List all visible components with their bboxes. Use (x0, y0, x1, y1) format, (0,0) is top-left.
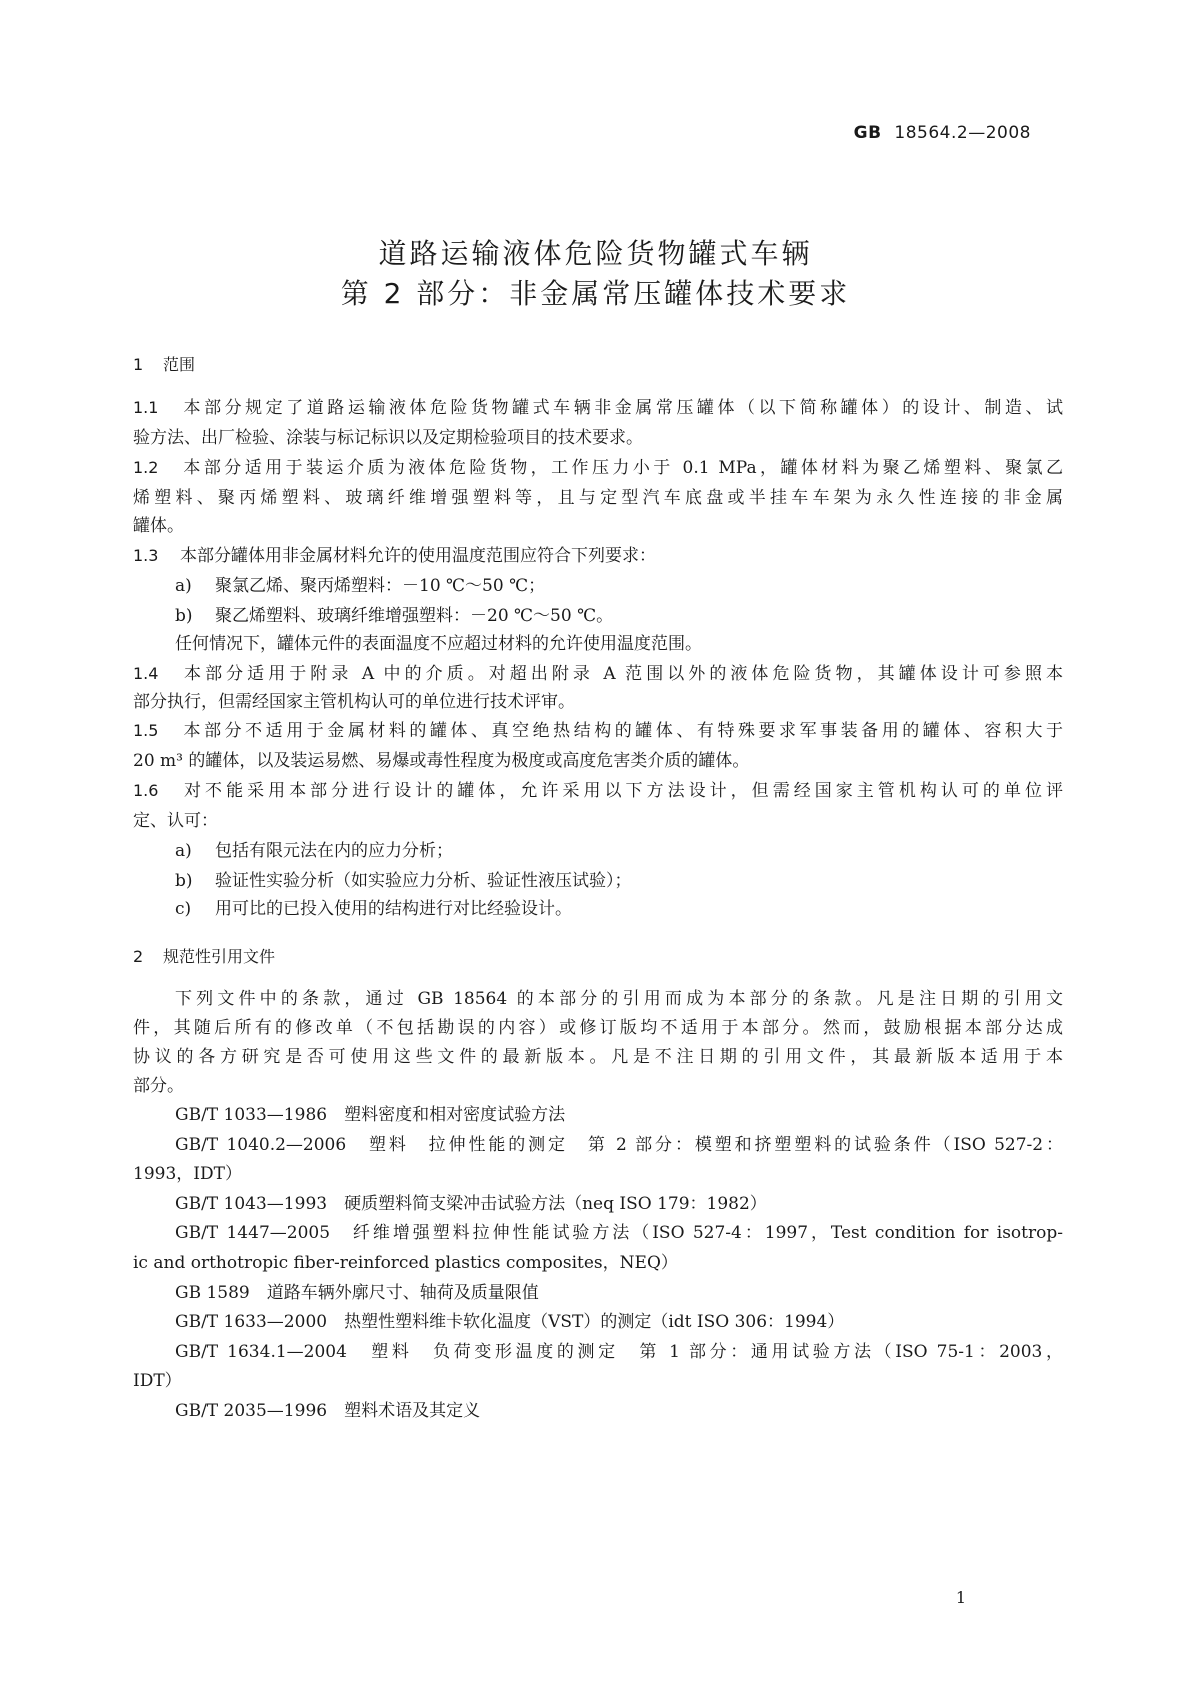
standard-prefix: GB (853, 123, 882, 143)
list-text: 用可比的已投入使用的结构进行对比经验设计。 (215, 899, 572, 919)
clause-number: 1.2 (133, 458, 159, 477)
section-number: 2 (133, 947, 144, 966)
clause-1-1-line2: 验方法、出厂检验、涂装与标记标识以及定期检验项目的技术要求。 (133, 428, 643, 448)
reference-3: GB/T 1043—1993 硬质塑料简支梁冲击试验方法（neq ISO 179：1982） (175, 1194, 767, 1214)
section-2-heading (133, 944, 275, 967)
list-text: 验证性实验分析（如实验应力分析、验证性液压试验）； (215, 871, 632, 891)
section-2-intro-line1: 下列文件中的条款，通过 GB 18564 的本部分的引用而成为本部分的条款。凡是注日期的引用文 (175, 989, 1063, 1009)
clause-1-6-item-a (175, 840, 1105, 862)
clause-text: 本部分适用于装运介质为液体危险货物，工作压力小于 0.1 MPa，罐体材料为聚乙烯塑料、聚氯乙 (180, 458, 1063, 478)
clause-1-6-line2: 定、认可： (133, 811, 218, 831)
clause-text: 对不能采用本部分进行设计的罐体，允许采用以下方法设计，但需经国家主管机构认可的单位评 (180, 781, 1063, 801)
clause-1-2-line3: 罐体。 (133, 516, 184, 536)
reference-4-line1: GB/T 1447—2005 纤维增强塑料拉伸性能试验方法（ISO 527-4：1997，Test condition for isotrop- (175, 1223, 1063, 1243)
list-label: a) (175, 576, 192, 596)
section-2-intro-line2: 件，其随后所有的修改单（不包括勘误的内容）或修订版均不适用于本部分。然而，鼓励根据本部分达成 (133, 1018, 1063, 1038)
reference-1: GB/T 1033—1986 塑料密度和相对密度试验方法 (175, 1105, 566, 1125)
clause-1-3-note: 任何情况下，罐体元件的表面温度不应超过材料的允许使用温度范围。 (175, 634, 702, 654)
section-2-intro-line3: 协议的各方研究是否可使用这些文件的最新版本。凡是不注日期的引用文件，其最新版本适用于本 (133, 1047, 1063, 1067)
clause-1-1-line1 (133, 397, 1063, 419)
list-label: b) (175, 606, 193, 626)
section-title: 范围 (163, 355, 196, 374)
reference-8: GB/T 2035—1996 塑料术语及其定义 (175, 1401, 481, 1421)
standard-number: 18564.2—2008 (894, 123, 1031, 143)
document-title-line1: 道路运输液体危险货物罐式车辆 (378, 237, 813, 270)
section-title: 规范性引用文件 (163, 947, 276, 966)
clause-number: 1.5 (133, 721, 159, 740)
clause-1-2-line1 (133, 457, 1063, 479)
clause-text: 本部分罐体用非金属材料允许的使用温度范围应符合下列要求： (180, 546, 656, 566)
clause-1-6-line1 (133, 780, 1063, 802)
reference-6: GB/T 1633—2000 热塑性塑料维卡软化温度（VST）的测定（idt ISO 306：1994） (175, 1312, 845, 1332)
clause-1-6-item-b (175, 870, 1105, 892)
clause-number: 1.6 (133, 781, 159, 800)
list-label: b) (175, 871, 193, 891)
section-2-intro-line4: 部分。 (133, 1076, 184, 1096)
list-text: 聚乙烯塑料、玻璃纤维增强塑料：－20 ℃～50 ℃。 (215, 606, 614, 626)
clause-1-4-line1 (133, 663, 1063, 685)
clause-1-3-line1 (133, 545, 1063, 567)
clause-text: 本部分适用于附录 A 中的介质。对超出附录 A 范围以外的液体危险货物，其罐体设计可参照本 (180, 664, 1063, 684)
list-label: a) (175, 841, 192, 861)
clause-1-3-item-a (175, 575, 1105, 597)
clause-number: 1.3 (133, 546, 159, 565)
clause-1-3-item-b (175, 605, 1105, 627)
document-title-line2: 第 2 部分：非金属常压罐体技术要求 (340, 277, 851, 310)
list-text: 聚氯乙烯、聚丙烯塑料：－10 ℃～50 ℃； (215, 576, 546, 596)
reference-4-line2: ic and orthotropic fiber-reinforced plastics composites，NEQ） (133, 1253, 678, 1273)
reference-7-line2: IDT） (133, 1371, 182, 1391)
clause-number: 1.4 (133, 664, 159, 683)
reference-7-line1: GB/T 1634.1—2004 塑料 负荷变形温度的测定 第 1 部分：通用试验方法（ISO 75-1：2003， (175, 1342, 1063, 1362)
clause-1-5-line2: 20 m³ 的罐体，以及装运易燃、易爆或毒性程度为极度或高度危害类介质的罐体。 (133, 751, 750, 771)
clause-text: 本部分不适用于金属材料的罐体、真空绝热结构的罐体、有特殊要求军事装备用的罐体、容积大于 (180, 721, 1063, 741)
standard-code (854, 123, 1031, 143)
section-number: 1 (133, 355, 144, 374)
list-text: 包括有限元法在内的应力分析； (215, 841, 453, 861)
list-label: c) (175, 899, 192, 919)
page-number: 1 (955, 1588, 966, 1607)
reference-5: GB 1589 道路车辆外廓尺寸、轴荷及质量限值 (175, 1283, 539, 1303)
clause-1-5-line1 (133, 720, 1063, 742)
clause-text: 本部分规定了道路运输液体危险货物罐式车辆非金属常压罐体（以下简称罐体）的设计、制造、试 (180, 398, 1063, 418)
reference-2-line2: 1993，IDT） (133, 1164, 242, 1184)
reference-2-line1: GB/T 1040.2—2006 塑料 拉伸性能的测定 第 2 部分：模塑和挤塑塑料的试验条件（ISO 527-2： (175, 1135, 1063, 1155)
clause-1-2-line2: 烯塑料、聚丙烯塑料、玻璃纤维增强塑料等，且与定型汽车底盘或半挂车车架为永久性连接的非金属 (133, 488, 1063, 508)
clause-1-6-item-c (175, 898, 1105, 920)
clause-number: 1.1 (133, 398, 159, 417)
clause-1-4-line2: 部分执行，但需经国家主管机构认可的单位进行技术评审。 (133, 692, 575, 712)
section-1-heading (133, 352, 195, 375)
